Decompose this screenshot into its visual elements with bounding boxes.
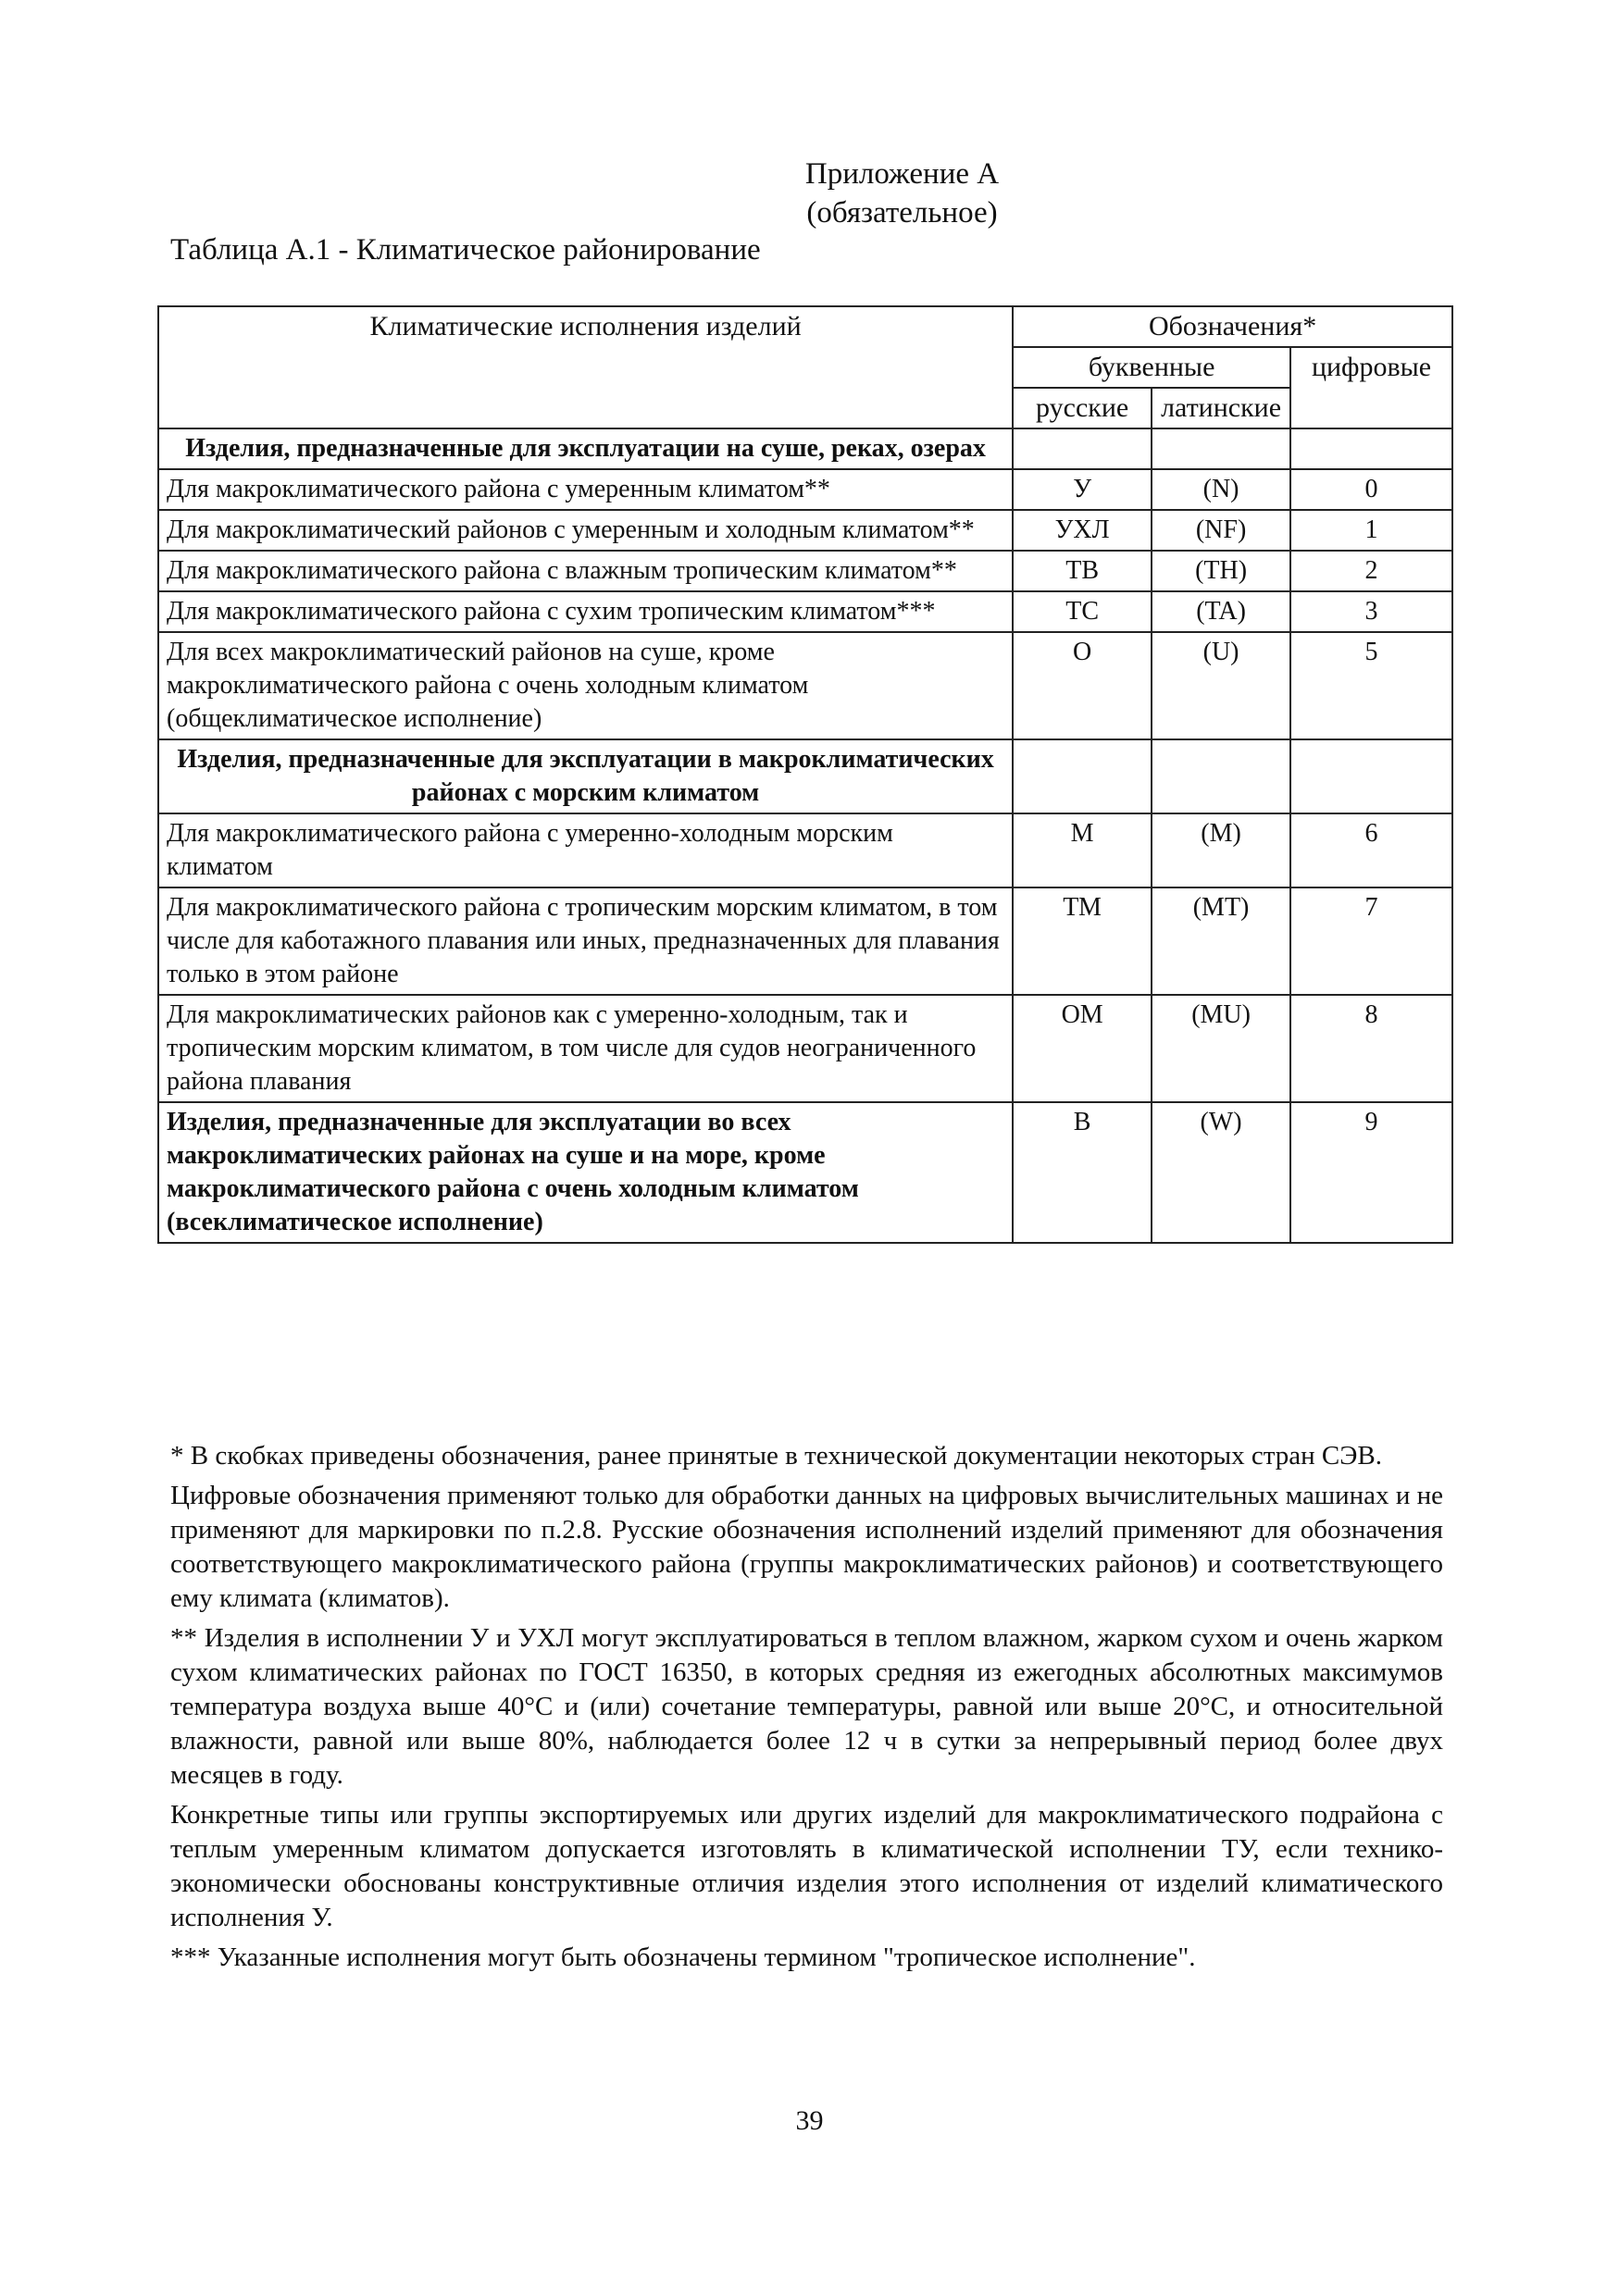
climate-table [157, 305, 1453, 1244]
header-digital: цифровые [1290, 347, 1452, 428]
header-designations: Обозначения* [1013, 306, 1452, 347]
table-row: Для макроклиматического района с сухим тропическим климатом*** ТС (TA) 3 [158, 591, 1452, 632]
table-row: Для макроклиматический районов с умеренным и холодным климатом** УХЛ (NF) 1 [158, 510, 1452, 551]
table-row: Для макроклиматического района с влажным тропическим климатом** ТВ (TH) 2 [158, 551, 1452, 591]
footnote-4: Конкретные типы или группы экспортируемых или других изделий для макроклиматического подрайона с теплым умеренным климатом допускается изготовлять в климатической исполнении ТУ, если технико-экономически обоснованы конструктивные отличия изделия этого исполнения от изделий климатического исполнения У. [170, 1800, 1443, 1932]
appendix-title: Приложение А [804, 157, 1000, 191]
footnote-5: *** Указанные исполнения могут быть обозначены термином "тропическое исполнение". [170, 1942, 1196, 1972]
table-row: Для всех макроклиматический районов на суше, кроме макроклиматического района с очень холодным климатом (общеклиматическое исполнение) О (U) 5 [158, 632, 1452, 739]
footnote-1: * В скобках приведены обозначения, ранее принятые в технической документации некоторых стран СЭВ. [170, 1441, 1382, 1471]
table-row: Для макроклиматических районов как с умеренно-холодным, так и тропическим морским климатом, в том числе для судов неограниченного района плавания ОМ (MU) 8 [158, 995, 1452, 1102]
section-marine: Изделия, предназначенные для эксплуатации в макроклиматических районах с морским климатом [158, 739, 1013, 813]
table-caption: Таблица А.1 - Климатическое районирование [170, 233, 761, 267]
footnote-3: ** Изделия в исполнении У и УХЛ могут эксплуатироваться в теплом влажном, жарком сухом и очень жарком сухом климатических районах по ГОСТ 16350, в которых средняя из ежегодных абсолютных максимумов температура воздуха выше 40°С и (или) сочетание температуры, равной или выше 20°С, и относительной влажности, равной или выше 80%, наблюдается более 12 ч в сутки за непрерывный период более двух месяцев в году. [170, 1623, 1443, 1790]
header-product: Климатические исполнения изделий [158, 306, 1013, 428]
page-number: 39 [795, 2105, 824, 2136]
appendix-status: (обязательное) [806, 196, 998, 230]
header-letter: буквенные [1013, 347, 1290, 388]
header-russian: русские [1013, 388, 1152, 428]
table-row: Изделия, предназначенные для эксплуатации во всех макроклиматических районах на суше и на море, кроме макроклиматического района с очень холодным климатом (всеклиматическое исполнение) В (W) 9 [158, 1102, 1452, 1243]
table-row: Для макроклиматического района с умеренно-холодным морским климатом М (M) 6 [158, 813, 1452, 887]
table-row: Для макроклиматического района с тропическим морским климатом, в том числе для каботажного плавания или иных, предназначенных для плавания только в этом районе ТМ (MT) 7 [158, 887, 1452, 995]
footnote-2: Цифровые обозначения применяют только для обработки данных на цифровых вычислительных машинах и не применяют для маркировки по п.2.8. Русские обозначения исполнений изделий применяют для обозначения соответствующего макроклиматического района (группы макроклиматических районов) и соответствующего ему климата (климатов). [170, 1481, 1443, 1613]
footnotes [170, 1439, 1443, 1980]
header-latin: латинские [1152, 388, 1290, 428]
table-row: Для макроклиматического района с умеренным климатом** У (N) 0 [158, 469, 1452, 510]
section-land: Изделия, предназначенные для эксплуатации на суше, реках, озерах [158, 428, 1013, 469]
